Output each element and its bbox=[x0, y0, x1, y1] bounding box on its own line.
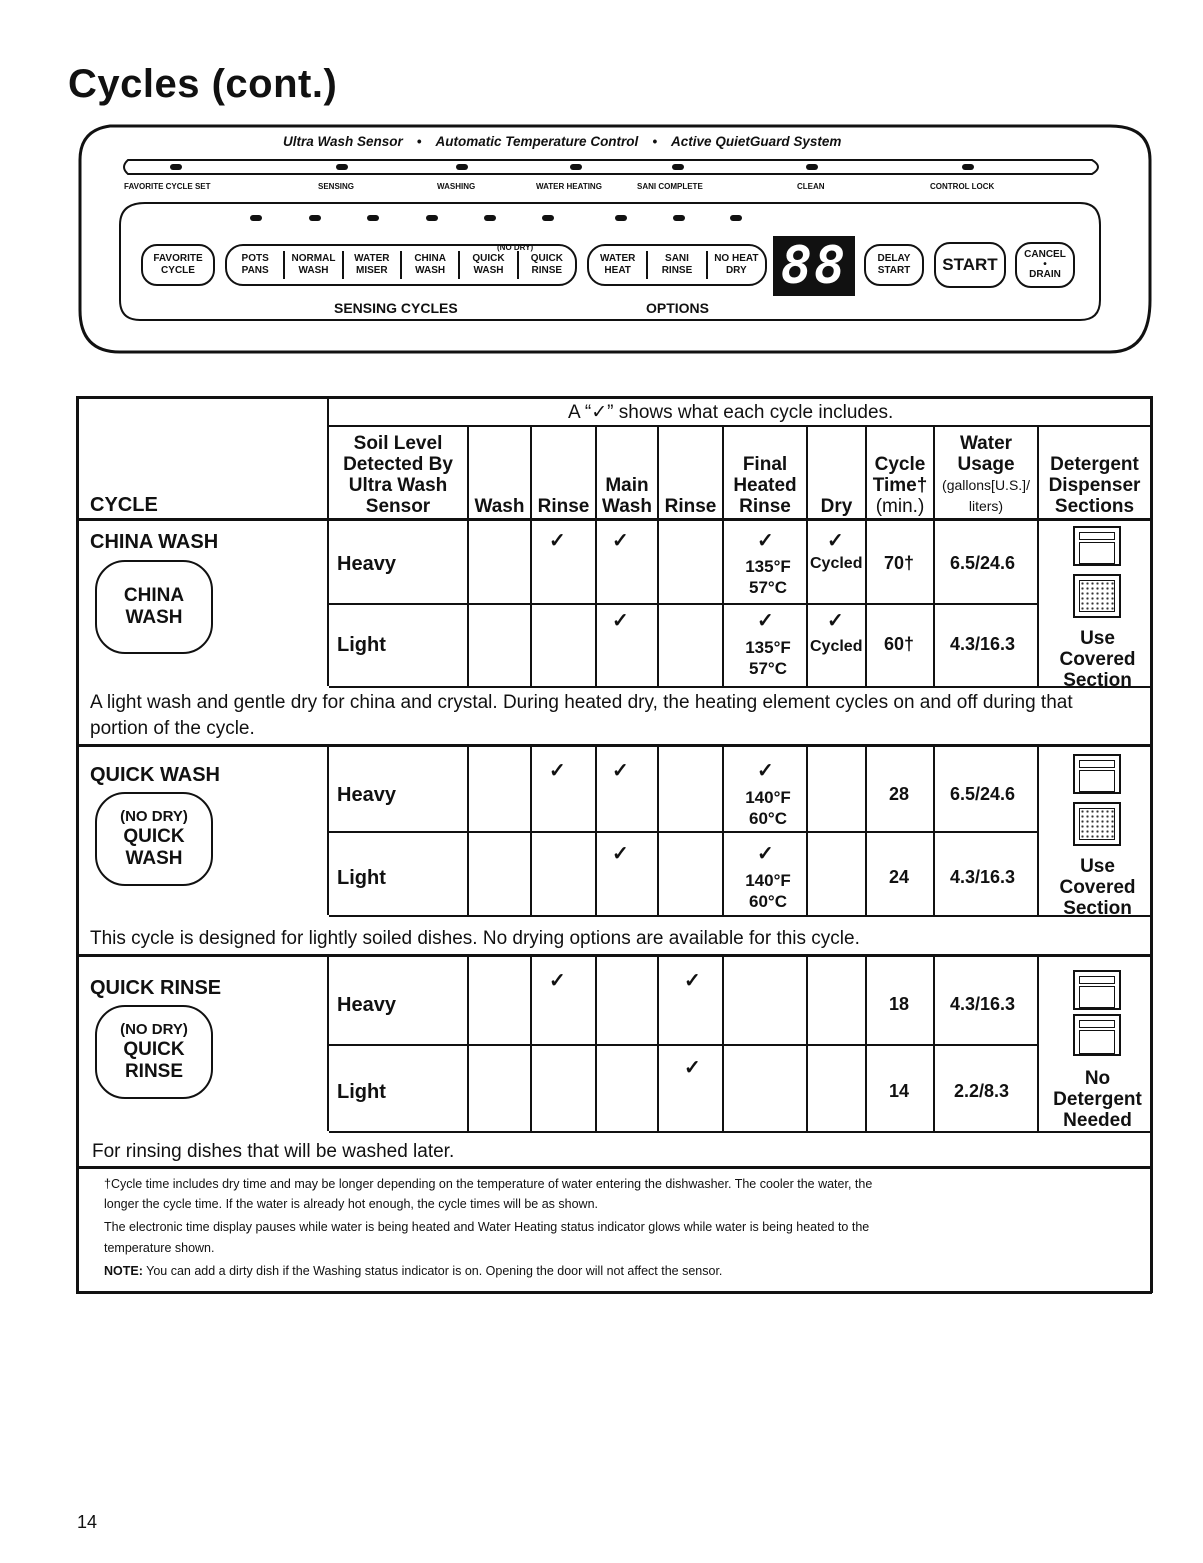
panel-header-item: Automatic Temperature Control bbox=[435, 134, 639, 149]
cycle-description: A light wash and gentle dry for china and crystal. During heated dry, the heating element cycles on and off during that bbox=[90, 692, 1073, 713]
panel-header-item: Ultra Wash Sensor bbox=[283, 134, 403, 149]
soil-level-header: Soil Level Detected By Ultra Wash Sensor bbox=[343, 433, 453, 517]
table-border-bottom bbox=[76, 1291, 1152, 1294]
block-separator bbox=[78, 1166, 1150, 1169]
water-usage: 4.3/16.3 bbox=[950, 994, 1016, 1014]
water-usage: 4.3/16.3 bbox=[950, 634, 1016, 654]
status-label: FAVORITE CYCLE SET bbox=[124, 182, 211, 191]
dry-header: Dry bbox=[820, 496, 853, 517]
note-text: You can add a dirty dish if the Washing status indicator is on. Opening the door will not affect the sensor. bbox=[142, 1264, 723, 1278]
status-label: CLEAN bbox=[797, 182, 825, 191]
table-legend: A “✓” shows what each cycle includes. bbox=[568, 402, 894, 423]
main-wash-header: Main Wash bbox=[602, 475, 652, 517]
rinse-header: Rinse bbox=[537, 496, 590, 517]
final-rinse-temp: 140°F 60°C bbox=[745, 788, 791, 828]
soil-level: Light bbox=[337, 1081, 386, 1103]
cycle-button-pots-pans: POTS PANS bbox=[241, 253, 269, 276]
note-label: NOTE: bbox=[104, 1264, 143, 1278]
soil-level: Heavy bbox=[337, 994, 396, 1016]
button-label: CANCEL bbox=[1024, 249, 1066, 260]
table-border-left bbox=[76, 396, 79, 1293]
water-usage: 2.2/8.3 bbox=[954, 1081, 1010, 1101]
status-label: WATER HEATING bbox=[536, 182, 602, 191]
dispenser-icon-main bbox=[1073, 526, 1121, 566]
cycle-time: 24 bbox=[889, 867, 910, 887]
button-label: DELAY bbox=[877, 253, 911, 264]
options-caption: OPTIONS bbox=[646, 300, 710, 316]
status-label: SENSING bbox=[318, 182, 355, 191]
block-bottom bbox=[329, 686, 1150, 688]
status-label: CONTROL LOCK bbox=[930, 182, 995, 191]
final-heated-rinse-header: Final Heated Rinse bbox=[733, 454, 797, 517]
water-usage-header: Water Usage (gallons[U.S.]/ liters) bbox=[942, 433, 1030, 514]
dispenser-icon-main bbox=[1073, 754, 1121, 794]
footnote: longer the cycle time. If the water is already hot enough, the cycle times will be as shown. bbox=[104, 1197, 598, 1211]
soil-level: Light bbox=[337, 867, 386, 889]
panel-header-item: Active QuietGuard System bbox=[671, 134, 842, 149]
check-mark: ✓ bbox=[612, 530, 629, 552]
cycle-button-quick-wash: QUICK WASH bbox=[472, 253, 505, 276]
page-title: Cycles (cont.) bbox=[68, 62, 338, 106]
cycle-button-water-miser: WATER MISER bbox=[354, 253, 390, 276]
cycle-time: 14 bbox=[889, 1081, 910, 1101]
status-label: WASHING bbox=[437, 182, 476, 191]
cycle-time: 18 bbox=[889, 994, 910, 1014]
soil-level: Heavy bbox=[337, 553, 396, 575]
block-separator bbox=[78, 744, 1150, 747]
cycle-time-header: Cycle Time† (min.) bbox=[872, 454, 928, 517]
cycle-column-border bbox=[327, 398, 329, 518]
check-mark: ✓ bbox=[827, 530, 844, 552]
row-divider bbox=[329, 603, 1037, 605]
check-mark: ✓ bbox=[549, 530, 566, 552]
display-digits: 88 bbox=[780, 236, 848, 296]
check-mark: ✓ bbox=[612, 760, 629, 782]
cycle-description: For rinsing dishes that will be washed later. bbox=[92, 1141, 455, 1162]
water-usage: 6.5/24.6 bbox=[950, 784, 1016, 804]
soil-level: Heavy bbox=[337, 784, 396, 806]
cycle-name: QUICK RINSE bbox=[90, 977, 222, 999]
cycle-time: 60† bbox=[884, 634, 915, 654]
rinse-header: Rinse bbox=[664, 496, 717, 517]
cycle-name: QUICK WASH bbox=[90, 764, 220, 786]
quick-wash-badge: (NO DRY) QUICK WASH bbox=[95, 792, 213, 886]
water-usage: 4.3/16.3 bbox=[950, 867, 1016, 887]
final-rinse-temp: 135°F 57°C bbox=[745, 557, 791, 597]
cycle-description: This cycle is designed for lightly soiled dishes. No drying options are available for this cycle. bbox=[90, 928, 860, 949]
cycle-name: CHINA WASH bbox=[90, 531, 219, 553]
detergent-note: Use Covered Section bbox=[1059, 856, 1136, 919]
option-button-sani-rinse: SANI RINSE bbox=[661, 253, 693, 276]
dry-value: Cycled bbox=[810, 555, 863, 572]
bullet: • bbox=[1043, 259, 1047, 270]
button-label: CYCLE bbox=[161, 265, 195, 276]
check-mark: ✓ bbox=[549, 970, 566, 992]
check-mark: ✓ bbox=[549, 760, 566, 782]
dispenser-icon-covered bbox=[1073, 574, 1121, 618]
block-bottom bbox=[329, 1131, 1150, 1133]
cycle-time: 70† bbox=[884, 553, 915, 573]
block-bottom bbox=[329, 915, 1150, 917]
row-divider bbox=[329, 831, 1037, 833]
dispenser-icon-main bbox=[1073, 970, 1121, 1010]
check-mark: ✓ bbox=[684, 1057, 701, 1079]
button-label: DRAIN bbox=[1029, 269, 1061, 280]
button-label: START bbox=[942, 255, 998, 274]
cycle-description: portion of the cycle. bbox=[90, 718, 255, 739]
check-mark: ✓ bbox=[757, 843, 774, 865]
check-mark: ✓ bbox=[612, 610, 629, 632]
cycle-time: 28 bbox=[889, 784, 910, 804]
cycle-button-quick-rinse: QUICK RINSE bbox=[530, 253, 563, 276]
status-label: SANI COMPLETE bbox=[637, 182, 703, 191]
check-mark: ✓ bbox=[684, 970, 701, 992]
no-dry-label: (NO DRY) bbox=[497, 243, 534, 252]
dispenser-icon-covered bbox=[1073, 802, 1121, 846]
sensing-cycles-caption: SENSING CYCLES bbox=[334, 300, 458, 316]
final-rinse-temp: 140°F 60°C bbox=[745, 871, 791, 911]
check-mark: ✓ bbox=[612, 843, 629, 865]
detergent-header: Detergent Dispenser Sections bbox=[1048, 454, 1141, 517]
option-button-no-heat-dry: NO HEAT DRY bbox=[714, 253, 759, 276]
detergent-note: No Detergent Needed bbox=[1053, 1068, 1142, 1131]
final-rinse-temp: 135°F 57°C bbox=[745, 638, 791, 678]
bullet-separator: • bbox=[652, 134, 658, 149]
row-divider bbox=[329, 1044, 1037, 1046]
cycle-button-china-wash: CHINA WASH bbox=[414, 253, 446, 276]
wash-header: Wash bbox=[474, 496, 525, 517]
block-separator bbox=[78, 954, 1150, 957]
legend-underline bbox=[328, 425, 1150, 427]
dispenser-icon-main bbox=[1073, 1014, 1121, 1056]
check-mark: ✓ bbox=[827, 610, 844, 632]
china-wash-badge: CHINA WASH bbox=[95, 560, 213, 654]
note bbox=[104, 1264, 722, 1278]
button-label: FAVORITE bbox=[153, 253, 203, 264]
quick-rinse-badge: (NO DRY) QUICK RINSE bbox=[95, 1005, 213, 1099]
table-border-top bbox=[76, 396, 1152, 399]
footnote: †Cycle time includes dry time and may be longer depending on the temperature of water entering the dishwasher. The cooler the water, the bbox=[104, 1177, 873, 1191]
bullet-separator: • bbox=[416, 134, 422, 149]
footnote: The electronic time display pauses while water is being heated and Water Heating status indicator glows while water is being heated to the bbox=[104, 1220, 870, 1234]
option-button-water-heat: WATER HEAT bbox=[599, 253, 636, 276]
soil-level: Light bbox=[337, 634, 386, 656]
button-label: START bbox=[877, 265, 911, 276]
page-number: 14 bbox=[77, 1512, 98, 1532]
check-mark: ✓ bbox=[757, 610, 774, 632]
cycle-header: CYCLE bbox=[90, 494, 158, 516]
check-mark: ✓ bbox=[757, 530, 774, 552]
check-mark: ✓ bbox=[757, 760, 774, 782]
footnote: temperature shown. bbox=[104, 1241, 215, 1255]
dry-value: Cycled bbox=[810, 638, 863, 655]
water-usage: 6.5/24.6 bbox=[950, 553, 1016, 573]
detergent-note: Use Covered Section bbox=[1059, 628, 1136, 691]
table-border-right bbox=[1150, 396, 1153, 1293]
header-underline bbox=[78, 518, 1150, 521]
cycle-button-normal-wash: NORMAL WASH bbox=[291, 253, 336, 276]
